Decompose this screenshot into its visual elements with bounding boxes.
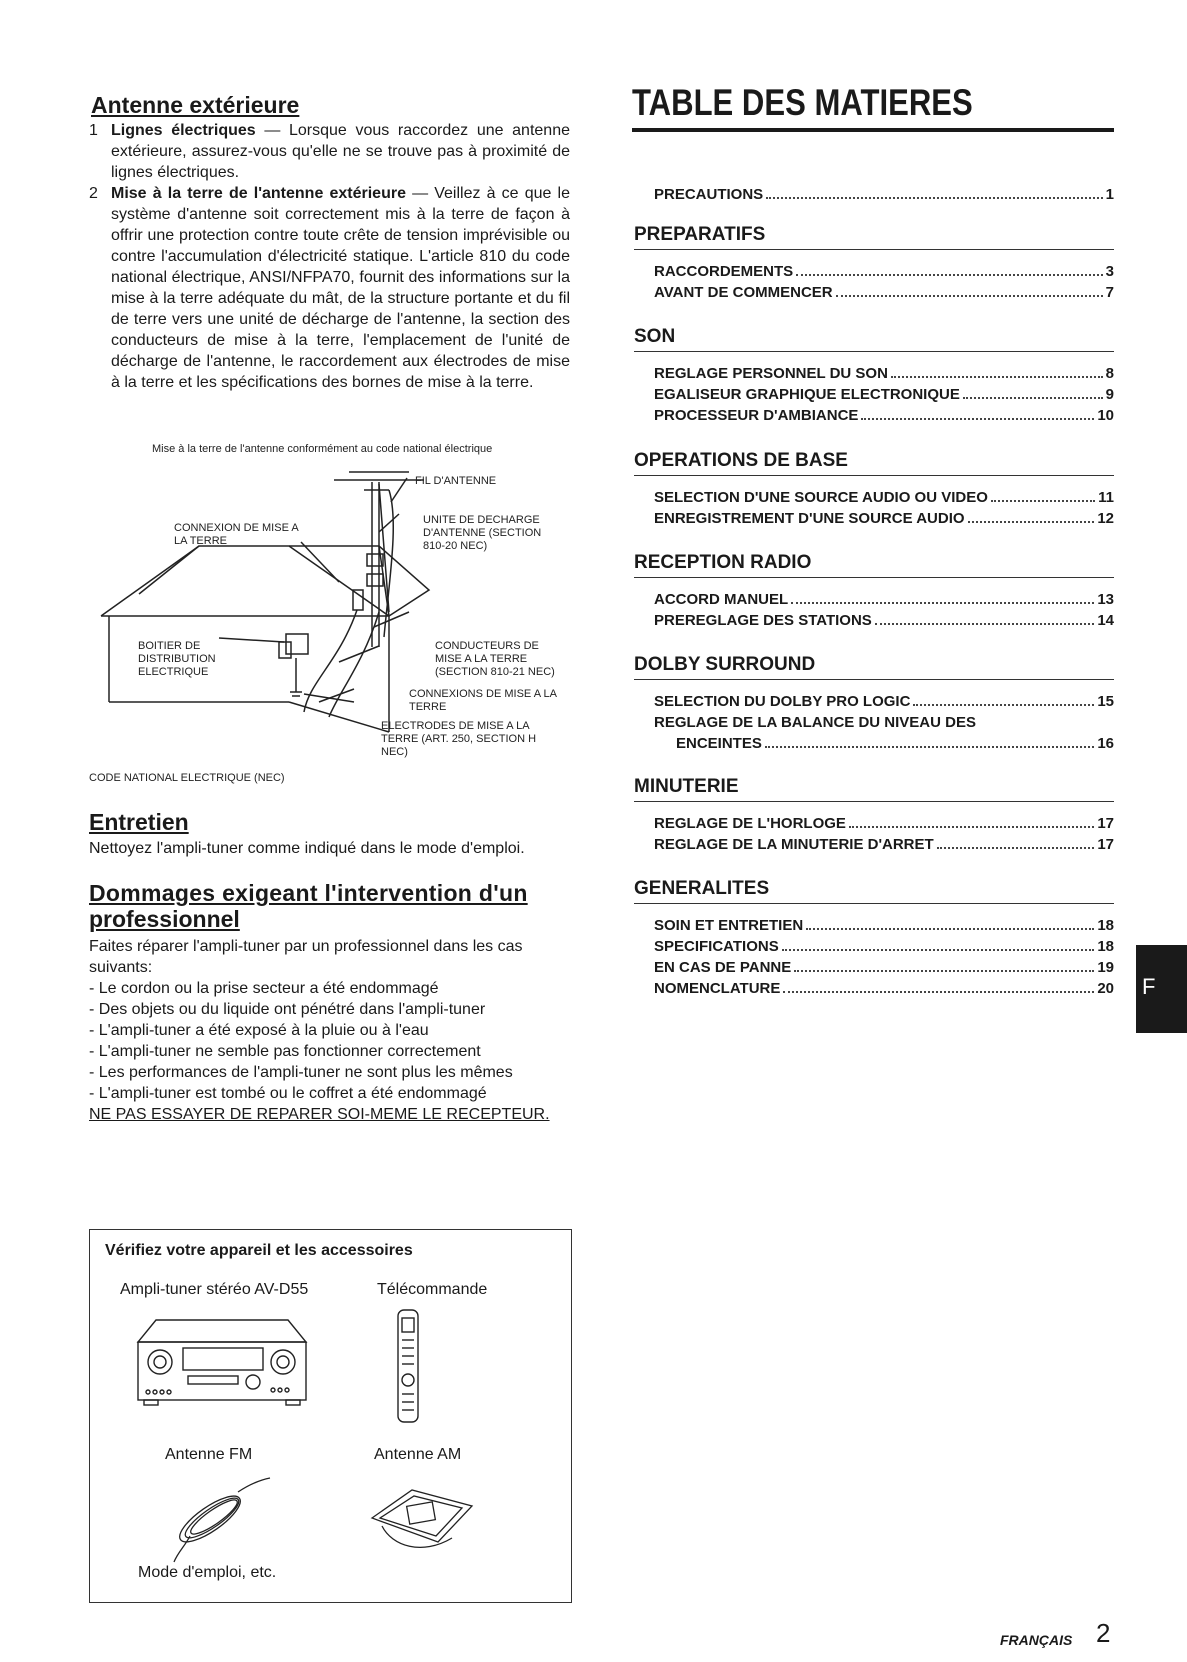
label-connexion-2: LA TERRE: [174, 535, 227, 547]
toc-row-title: PROCESSEUR D'AMBIANCE: [654, 407, 859, 424]
toc-title-rule: [632, 128, 1114, 132]
leader-dots: [861, 418, 1094, 420]
toc-row[interactable]: [654, 405, 1114, 426]
toc-row[interactable]: [654, 589, 1114, 610]
toc-row-page: 13: [1097, 591, 1114, 608]
leader-dots: [796, 274, 1102, 276]
toc-row-page: 19: [1097, 959, 1114, 976]
leader-dots: [991, 500, 1095, 502]
label-boitier-3: ELECTRIQUE: [138, 666, 209, 678]
leader-dots: [968, 521, 1095, 523]
leader-dots: [937, 847, 1095, 849]
label-cond-3: (SECTION 810-21 NEC): [435, 666, 555, 678]
toc-row-title: REGLAGE DE L'HORLOGE: [654, 815, 846, 832]
entretien-text: Nettoyez l'ampli-tuner comme indiqué dans le mode d'emploi.: [89, 840, 525, 857]
toc-section-son: SON: [634, 326, 1114, 352]
leader-dots: [782, 949, 1095, 951]
accessory-remote-label: Télécommande: [377, 1281, 488, 1298]
toc-row-page: 1: [1105, 186, 1114, 203]
accessory-amplifier-label: Ampli-tuner stéréo AV-D55: [120, 1281, 309, 1298]
entretien-heading: Entretien: [89, 809, 189, 835]
toc-row[interactable]: [654, 282, 1114, 303]
accessories-box: [89, 1229, 572, 1603]
toc-row[interactable]: [654, 957, 1114, 978]
dommages-bullets: [89, 978, 570, 1125]
toc-row[interactable]: [676, 733, 1114, 754]
label-conn-2: TERRE: [409, 701, 447, 713]
toc-row-title: NOMENCLATURE: [654, 980, 781, 997]
toc-row-title: REGLAGE PERSONNEL DU SON: [654, 365, 888, 382]
toc-row-page: 8: [1105, 365, 1114, 382]
toc-section-dolby: DOLBY SURROUND: [634, 654, 1114, 680]
remote-control-icon: [390, 1306, 426, 1426]
bullet-item: - Les performances de l'ampli-tuner ne sont plus les mêmes: [89, 1064, 513, 1081]
leader-dots: [806, 928, 1094, 930]
toc-row-page: 9: [1105, 386, 1114, 403]
toc-row-title: SELECTION DU DOLBY PRO LOGIC: [654, 693, 911, 710]
label-unite-2: D'ANTENNE (SECTION: [423, 527, 542, 539]
toc-row[interactable]: [654, 610, 1114, 631]
item-number: 2: [89, 185, 98, 202]
leader-dots: [836, 295, 1103, 297]
toc-row-page: 17: [1097, 815, 1114, 832]
language-tab-letter: F: [1142, 974, 1156, 999]
toc-row-page: 12: [1097, 510, 1114, 527]
toc-row[interactable]: [654, 813, 1114, 834]
toc-row-page: 15: [1097, 693, 1114, 710]
toc-row[interactable]: [654, 915, 1114, 936]
antenne-item-2: [89, 183, 570, 393]
toc-row[interactable]: [654, 978, 1114, 999]
diagram-caption: Mise à la terre de l'antenne conformément au code national électrique: [152, 443, 493, 455]
accessory-manual-label: Mode d'emploi, etc.: [138, 1564, 277, 1581]
toc-row-title: EN CAS DE PANNE: [654, 959, 792, 976]
bullet-item: - Le cordon ou la prise secteur a été endommagé: [89, 980, 439, 997]
label-boitier-2: DISTRIBUTION: [138, 653, 216, 665]
leader-dots: [891, 376, 1103, 378]
leader-dots: [794, 970, 1094, 972]
antenne-list: [89, 120, 570, 393]
repair-warning: NE PAS ESSAYER DE REPARER SOI-MEME LE RECEPTEUR.: [89, 1106, 550, 1123]
page-number: 2: [1096, 1618, 1111, 1648]
label-elec-1: ELECTRODES DE MISE A LA: [381, 720, 530, 732]
toc-section-minuterie: MINUTERIE: [634, 776, 1114, 802]
label-unite-3: 810-20 NEC): [423, 540, 488, 552]
diagram-footer: CODE NATIONAL ELECTRIQUE (NEC): [89, 772, 285, 784]
toc-row[interactable]: [654, 487, 1114, 508]
leader-dots: [875, 623, 1095, 625]
label-conn-1: CONNEXIONS DE MISE A LA: [409, 688, 557, 700]
dommages-heading-1: Dommages exigeant l'intervention d'un: [89, 880, 528, 906]
leader-dots: [849, 826, 1094, 828]
label-cond-1: CONDUCTEURS DE: [435, 640, 539, 652]
toc-row-precautions[interactable]: [654, 184, 1114, 205]
toc-row[interactable]: [654, 261, 1114, 282]
toc-row-page: 14: [1097, 612, 1114, 629]
item-title: Mise à la terre de l'antenne extérieure: [111, 185, 406, 202]
label-connexion-1: CONNEXION DE MISE A: [174, 522, 299, 534]
toc-row-title: SELECTION D'UNE SOURCE AUDIO OU VIDEO: [654, 489, 988, 506]
bullet-item: - L'ampli-tuner a été exposé à la pluie ou à l'eau: [89, 1022, 429, 1039]
toc-row[interactable]: [654, 384, 1114, 405]
accessory-fm-label: Antenne FM: [165, 1446, 253, 1463]
label-elec-2: TERRE (ART. 250, SECTION H: [381, 733, 537, 745]
am-antenna-icon: [362, 1476, 482, 1566]
toc-row-page: 3: [1105, 263, 1114, 280]
leader-dots: [765, 746, 1094, 748]
toc-row-title: SOIN ET ENTRETIEN: [654, 917, 804, 934]
toc-section-operations: OPERATIONS DE BASE: [634, 450, 1114, 476]
toc-row-page: 18: [1097, 938, 1114, 955]
label-unite-1: UNITE DE DECHARGE: [423, 514, 540, 526]
toc-row-page: 18: [1097, 917, 1114, 934]
toc-row-title: PREREGLAGE DES STATIONS: [654, 612, 872, 629]
item-title: Lignes électriques: [111, 122, 256, 139]
toc-row-page: 17: [1097, 836, 1114, 853]
leader-dots: [913, 704, 1094, 706]
bullet-item: - L'ampli-tuner est tombé ou le coffret a été endommagé: [89, 1085, 487, 1102]
footer-language: FRANÇAIS: [1000, 1632, 1073, 1648]
toc-row-page: 7: [1105, 284, 1114, 301]
toc-row-title: EGALISEUR GRAPHIQUE ELECTRONIQUE: [654, 386, 960, 403]
label-elec-3: NEC): [381, 746, 408, 758]
toc-row-title: ACCORD MANUEL: [654, 591, 789, 608]
toc-row-title: REGLAGE DE LA MINUTERIE D'ARRET: [654, 836, 934, 853]
toc-row-title: ENCEINTES: [676, 735, 762, 752]
item-text: — Veillez à ce que le système d'antenne soit correctement mis à la terre de façon à offrir une protection contre toute crête de tension imprévisible ou contre l'accumulation d'électricité statique. L'article 810 du code national électrique, ANSI/NFPA70, fournit des informations sur la mise à la terre adéquate du mât, de la structure portante et du fil de terre vers une unité de décharge de l'antenne, la section des conducteurs de mise à la terre, l'emplacement de l'unité de décharge de l'antenne, le raccordement aux électrodes de mise à la terre et les spécifications des bornes de mise à la terre.: [111, 185, 570, 391]
fm-antenna-icon: [160, 1474, 280, 1564]
toc-row-title: SPECIFICATIONS: [654, 938, 779, 955]
leader-dots: [766, 197, 1102, 199]
bullet-item: - Des objets ou du liquide ont pénétré dans l'ampli-tuner: [89, 1001, 486, 1018]
toc-row-page: 10: [1097, 407, 1114, 424]
item-text: — Lorsque vous raccordez une antenne extérieure, assurez-vous qu'elle ne se trouve pas à proximité de lignes électriques.: [111, 122, 570, 181]
item-number: 1: [89, 122, 98, 139]
toc-row-page: 16: [1097, 735, 1114, 752]
dommages-intro: Faites réparer l'ampli-tuner par un professionnel dans les cas suivants:: [89, 938, 523, 976]
toc-row-title: RACCORDEMENTS: [654, 263, 794, 280]
antenne-item-1: [89, 120, 570, 183]
dommages-heading-2: professionnel: [89, 906, 240, 932]
toc-row[interactable]: [654, 936, 1114, 957]
toc-row-title: ENREGISTREMENT D'UNE SOURCE AUDIO: [654, 510, 965, 527]
leader-dots: [791, 602, 1094, 604]
accessories-header: Vérifiez votre appareil et les accessoires: [105, 1242, 413, 1259]
toc-row[interactable]: [654, 712, 1114, 733]
toc-row-page: 11: [1098, 489, 1114, 506]
bullet-item: - L'ampli-tuner ne semble pas fonctionner correctement: [89, 1043, 481, 1060]
grounding-diagram: [89, 462, 589, 762]
antenne-heading: Antenne extérieure: [91, 92, 300, 118]
toc-section-reception: RECEPTION RADIO: [634, 552, 1114, 578]
toc-row[interactable]: [654, 508, 1114, 529]
house-illustration: [89, 462, 589, 762]
toc-row[interactable]: [654, 834, 1114, 855]
toc-row-page: 20: [1097, 980, 1114, 997]
toc-row-title: AVANT DE COMMENCER: [654, 284, 833, 301]
accessory-am-label: Antenne AM: [374, 1446, 462, 1463]
amplifier-icon: [128, 1314, 318, 1414]
toc-row-title: PRECAUTIONS: [654, 186, 764, 203]
leader-dots: [783, 991, 1094, 993]
label-fil: FIL D'ANTENNE: [415, 475, 497, 487]
label-cond-2: MISE A LA TERRE: [435, 653, 528, 665]
toc-section-preparatifs: PREPARATIFS: [634, 224, 1114, 250]
toc-title: TABLE DES MATIERES: [632, 82, 973, 123]
leader-dots: [963, 397, 1103, 399]
label-boitier-1: BOITIER DE: [138, 640, 201, 652]
toc-row-title: REGLAGE DE LA BALANCE DU NIVEAU DES: [654, 714, 976, 731]
toc-section-generalites: GENERALITES: [634, 878, 1114, 904]
toc-row[interactable]: [654, 691, 1114, 712]
language-tab: [1136, 945, 1187, 1033]
toc-row[interactable]: [654, 363, 1114, 384]
